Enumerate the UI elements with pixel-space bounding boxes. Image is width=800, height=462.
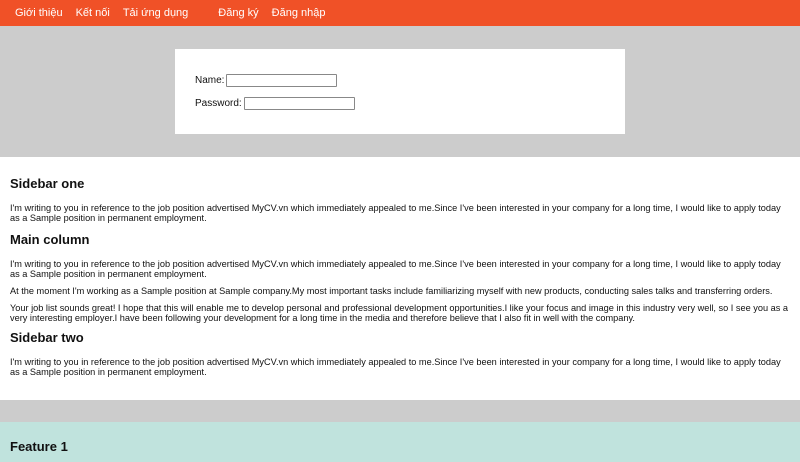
- main-column-title: Main column: [10, 232, 90, 247]
- hero-band: [0, 26, 800, 157]
- sidebar-two: [10, 330, 790, 377]
- nav-link-tai-ung-dung[interactable]: Tải ứng dụng: [122, 7, 189, 19]
- name-row: [195, 73, 605, 87]
- password-input[interactable]: [244, 97, 355, 110]
- sidebar-one: [10, 157, 790, 223]
- nav-link-gioi-thieu[interactable]: Giới thiệu: [15, 7, 63, 19]
- nav-link-dang-nhap[interactable]: Đăng nhập: [271, 7, 326, 19]
- main-column-paragraph: Your job list sounds great! I hope that this will enable me to develop personal and professional development opportunities.I like your focus and image in this industry very well, so I see you as a very interesting employer.I have been following your development for a long time in the media and therefore believe that I also fit in well with the company.: [10, 303, 788, 323]
- content-area: [0, 157, 800, 400]
- divider-band: [0, 400, 800, 422]
- name-label: Name:: [195, 74, 225, 86]
- main-column: [10, 232, 790, 323]
- main-column-paragraph: At the moment I'm working as a Sample position at Sample company.My most important tasks include familiarizing myself with new products, conducting sales talks and transferring orders.: [10, 286, 773, 296]
- name-input[interactable]: [226, 74, 337, 87]
- features-section: [0, 422, 800, 462]
- sidebar-one-title: Sidebar one: [10, 176, 85, 191]
- sidebar-one-paragraph: I'm writing to you in reference to the job position advertised MyCV.vn which immediately appealed to me.Since I've been interested in your company for a long time, I would like to apply today as a Sample position in permanent employment.: [10, 203, 781, 223]
- top-nav: [0, 0, 800, 26]
- sidebar-two-title: Sidebar two: [10, 330, 84, 345]
- login-form: [175, 49, 625, 134]
- main-column-paragraph: I'm writing to you in reference to the job position advertised MyCV.vn which immediately appealed to me.Since I've been interested in your company for a long time, I would like to apply today as a Sample position in permanent employment.: [10, 259, 781, 279]
- password-label: Password:: [195, 97, 242, 109]
- nav-link-dang-ky[interactable]: Đăng ký: [218, 7, 259, 19]
- sidebar-two-paragraph: I'm writing to you in reference to the job position advertised MyCV.vn which immediately appealed to me.Since I've been interested in your company for a long time, I would like to apply today as a Sample position in permanent employment.: [10, 357, 781, 377]
- password-row: [195, 96, 605, 110]
- nav-link-ket-noi[interactable]: Kết nối: [75, 7, 110, 19]
- feature-title: Feature 1: [10, 439, 68, 454]
